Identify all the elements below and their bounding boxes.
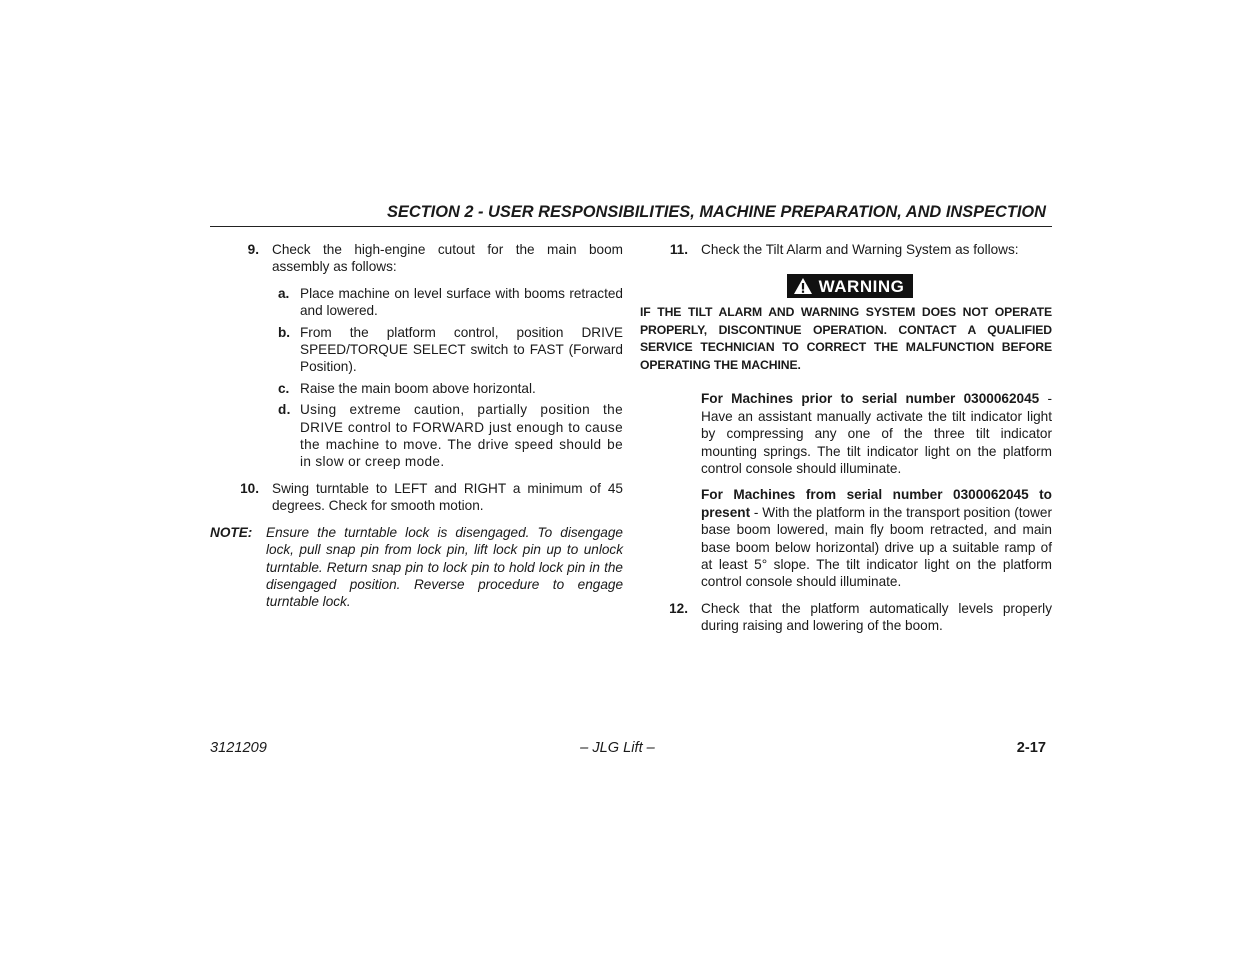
- step-number: 9.: [247, 242, 259, 257]
- step-text: Check the high-engine cutout for the main boom assembly as follows:: [272, 242, 623, 275]
- warning-triangle-icon: [793, 277, 813, 295]
- step-9: [210, 241, 623, 276]
- substep-text: From the platform control, position DRIVE SPEED/TORQUE SELECT switch to FAST (Forward Position).: [300, 324, 623, 375]
- step-10: [210, 480, 623, 515]
- paragraph-text: - With the platform in the transport position (tower base boom lowered, main fly boom retracted, and main base boom below horizontal) drive up a suitable ramp of at least 5° slope. The tilt indicator light on the platform control console should illuminate.: [701, 504, 1052, 590]
- substep-c: [210, 380, 623, 397]
- step-12: [640, 600, 1052, 635]
- paragraph-prior-serial: [640, 390, 1052, 477]
- step-text: Check the Tilt Alarm and Warning System as follows:: [701, 242, 1019, 257]
- header-rule: [210, 226, 1052, 227]
- substep-b: [210, 324, 623, 376]
- footer-center-text: – JLG Lift –: [580, 740, 655, 756]
- footer-doc-number: 3121209: [210, 740, 267, 756]
- substep-a: [210, 285, 623, 320]
- substep-text: Raise the main boom above horizontal.: [300, 380, 536, 396]
- warning-text: IF THE TILT ALARM AND WARNING SYSTEM DOES NOT OPERATE PROPERLY, DISCONTINUE OPERATION. CONTACT A QUALIFIED SERVICE TECHNICIAN TO CORRECT THE MALFUNCTION BEFORE OPERATING THE MACHINE.: [640, 305, 1052, 372]
- substep-letter: d.: [278, 402, 291, 418]
- step-number: 10.: [240, 480, 259, 496]
- substep-text: Using extreme caution, partially position the DRIVE control to FORWARD just enough to cause the machine to move. The drive speed should be in slow or creep mode.: [300, 402, 623, 470]
- paragraph-heading: For Machines from serial number 0300062045 to present: [701, 487, 1052, 520]
- warning-banner: [640, 274, 1052, 298]
- paragraph-text: - Have an assistant manually activate the tilt indicator light by compressing any one of the three tilt indicator mounting springs. The tilt indicator light on the platform control console should illuminate.: [701, 391, 1052, 477]
- right-column: [640, 241, 1052, 644]
- warning-badge: [787, 274, 914, 298]
- substep-letter: c.: [278, 380, 290, 396]
- step-number: 12.: [669, 600, 688, 616]
- note-text: Ensure the turntable lock is disengaged. To disengage lock, pull snap pin from lock pin, lift lock pin up to unlock turntable. Return snap pin to lock pin to hold lock pin in the disengaged position. Reverse procedure to engage turntable lock.: [266, 524, 623, 610]
- note: [210, 524, 623, 611]
- step-11: [640, 241, 1052, 258]
- footer-page-number: 2-17: [1016, 740, 1046, 756]
- step-text: Check that the platform automatically levels properly during raising and lowering of the boom.: [701, 600, 1052, 634]
- substep-d: [210, 401, 623, 471]
- left-column: [210, 241, 623, 611]
- substep-letter: a.: [278, 285, 290, 301]
- substep-text: Place machine on level surface with booms retracted and lowered.: [300, 285, 623, 319]
- warning-label: WARNING: [818, 276, 905, 296]
- step-text: Swing turntable to LEFT and RIGHT a minimum of 45 degrees. Check for smooth motion.: [272, 480, 623, 514]
- step-number: 11.: [669, 242, 688, 257]
- paragraph-heading: For Machines prior to serial number 0300062045: [701, 391, 1040, 407]
- paragraph-from-serial: [640, 486, 1052, 590]
- note-label: NOTE:: [210, 524, 253, 540]
- substep-letter: b.: [278, 324, 291, 340]
- section-header-title: SECTION 2 - USER RESPONSIBILITIES, MACHINE PREPARATION, AND INSPECTION: [386, 203, 1046, 221]
